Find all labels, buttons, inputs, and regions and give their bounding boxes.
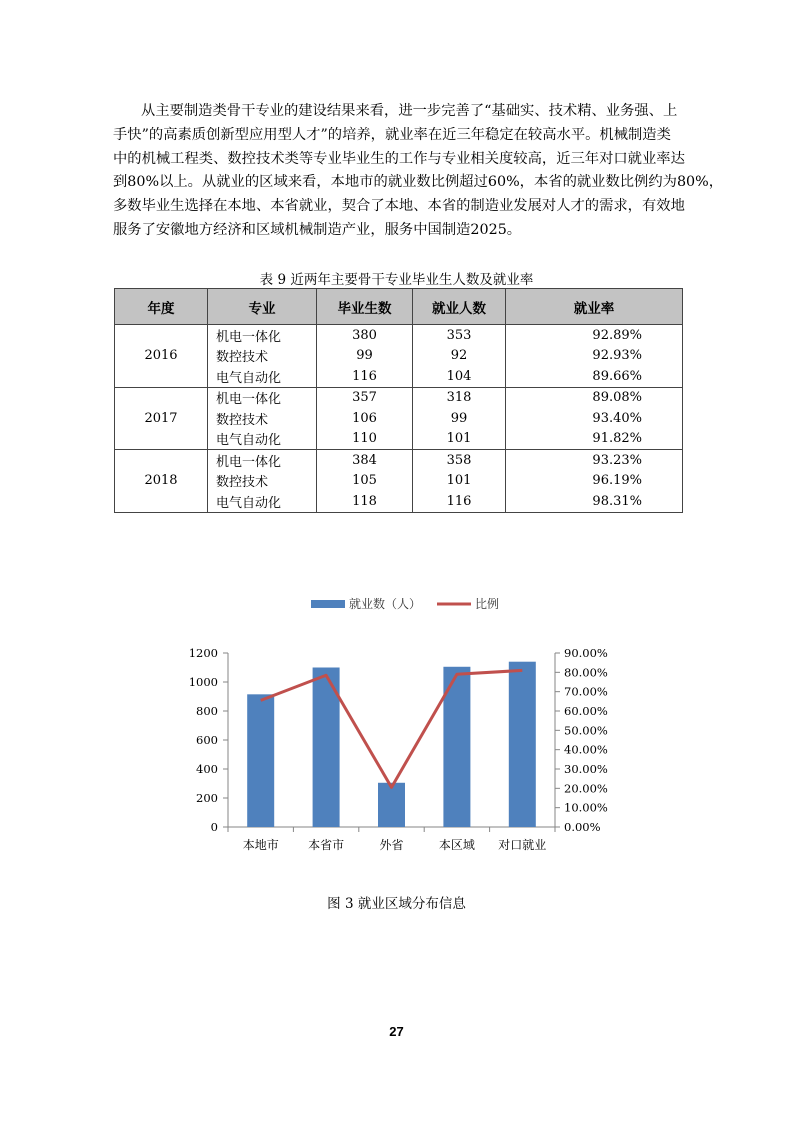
y-left-tick-label: 1000: [188, 675, 218, 689]
employed-cell: 104: [413, 366, 506, 387]
table-caption: 表 9 近两年主要骨干专业毕业生人数及就业率: [259, 272, 534, 288]
graduates-cell: 110: [317, 429, 413, 450]
figure-caption: 图 3 就业区域分布信息: [327, 896, 466, 912]
y-right-tick-label: 0.00%: [564, 820, 601, 834]
table-row: [115, 450, 683, 471]
year-cell: 2017: [115, 387, 208, 450]
graduates-cell: 380: [317, 325, 413, 346]
y-right-tick-label: 90.00%: [564, 646, 608, 660]
major-cell: 电气自动化: [208, 491, 317, 512]
year-cell: 2016: [115, 325, 208, 388]
rate-cell: 96.19%: [506, 471, 683, 492]
y-left-tick-label: 0: [210, 820, 218, 834]
graduates-cell: 357: [317, 387, 413, 408]
graduates-cell: 106: [317, 408, 413, 429]
x-category-label: 对口就业: [498, 838, 547, 852]
paragraph-line: 手快”的高素质创新型应用型人才”的培养，就业率在近三年稳定在较高水平。机械制造类: [113, 126, 671, 143]
employed-cell: 99: [413, 408, 506, 429]
rate-cell: 98.31%: [506, 491, 683, 512]
graduates-cell: 118: [317, 491, 413, 512]
major-cell: 电气自动化: [208, 366, 317, 387]
graduates-cell: 105: [317, 471, 413, 492]
bar: [247, 694, 274, 827]
page-number: 27: [389, 1024, 404, 1039]
x-category-label: 本区域: [438, 838, 475, 852]
x-category-label: 外省: [379, 838, 404, 852]
rate-cell: 89.66%: [506, 366, 683, 387]
employed-cell: 353: [413, 325, 506, 346]
y-left-tick-label: 400: [196, 762, 218, 776]
employment-table: [114, 288, 683, 513]
ratio-line: [261, 670, 523, 787]
major-cell: 数控技术: [208, 346, 317, 367]
legend-swatch-bars: [311, 600, 345, 608]
graduates-cell: 99: [317, 346, 413, 367]
y-left-tick-label: 800: [196, 704, 218, 718]
y-left-tick-label: 200: [196, 791, 218, 805]
paragraph-line: 到80%以上。从就业的区域来看，本地市的就业数比例超过60%，本省的就业数比例约为80%，: [113, 174, 724, 191]
bar: [378, 783, 405, 827]
rate-cell: 92.89%: [506, 325, 683, 346]
y-right-tick-label: 30.00%: [564, 762, 608, 776]
y-right-tick-label: 20.00%: [564, 781, 608, 796]
header-major: 专业: [208, 289, 317, 325]
rate-cell: 92.93%: [506, 346, 683, 367]
employed-cell: 92: [413, 346, 506, 367]
paragraph-line: 从主要制造类骨干专业的建设结果来看，进一步完善了“基础实、技术精、业务强、上: [141, 103, 678, 119]
paragraph-line: 服务了安徽地方经济和区域机械制造产业，服务中国制造2025。: [113, 221, 522, 238]
rate-cell: 89.08%: [506, 387, 683, 408]
major-cell: 机电一体化: [208, 450, 317, 471]
y-right-tick-label: 40.00%: [564, 742, 608, 757]
employment-region-chart: [160, 585, 630, 870]
major-cell: 数控技术: [208, 408, 317, 429]
employed-cell: 318: [413, 387, 506, 408]
header-employed: 就业人数: [413, 289, 506, 325]
rate-cell: 93.23%: [506, 450, 683, 471]
year-cell: 2018: [115, 450, 208, 513]
header-year: 年度: [115, 289, 208, 325]
x-category-label: 本省市: [308, 838, 345, 852]
employed-cell: 358: [413, 450, 506, 471]
y-right-tick-label: 60.00%: [564, 704, 608, 718]
y-right-tick-label: 10.00%: [564, 800, 608, 815]
table-header-row: [115, 289, 683, 325]
paragraph-line: 中的机械工程类、数控技术类等专业毕业生的工作与专业相关度较高，近三年对口就业率达: [113, 150, 685, 167]
y-left-tick-label: 600: [196, 733, 218, 747]
rate-cell: 91.82%: [506, 429, 683, 450]
y-right-tick-label: 80.00%: [564, 665, 608, 680]
major-cell: 电气自动化: [208, 429, 317, 450]
y-right-tick-label: 50.00%: [564, 723, 608, 738]
paragraph-line: 多数毕业生选择在本地、本省就业，契合了本地、本省的制造业发展对人才的需求，有效地: [113, 198, 685, 215]
table-row: [115, 325, 683, 346]
major-cell: 数控技术: [208, 471, 317, 492]
legend-label-bars: 就业数（人）: [349, 597, 422, 611]
employed-cell: 101: [413, 471, 506, 492]
header-rate: 就业率: [506, 289, 683, 325]
graduates-cell: 116: [317, 366, 413, 387]
table-row: [115, 387, 683, 408]
body-paragraph: [113, 100, 724, 243]
employed-cell: 101: [413, 429, 506, 450]
header-graduates: 毕业生数: [317, 289, 413, 325]
y-left-tick-label: 1200: [188, 646, 218, 660]
employed-cell: 116: [413, 491, 506, 512]
y-right-tick-label: 70.00%: [564, 684, 608, 699]
major-cell: 机电一体化: [208, 387, 317, 408]
rate-cell: 93.40%: [506, 408, 683, 429]
bar: [509, 662, 536, 827]
graduates-cell: 384: [317, 450, 413, 471]
major-cell: 机电一体化: [208, 325, 317, 346]
legend-label-line: 比例: [475, 597, 500, 611]
x-category-label: 本地市: [242, 838, 279, 852]
